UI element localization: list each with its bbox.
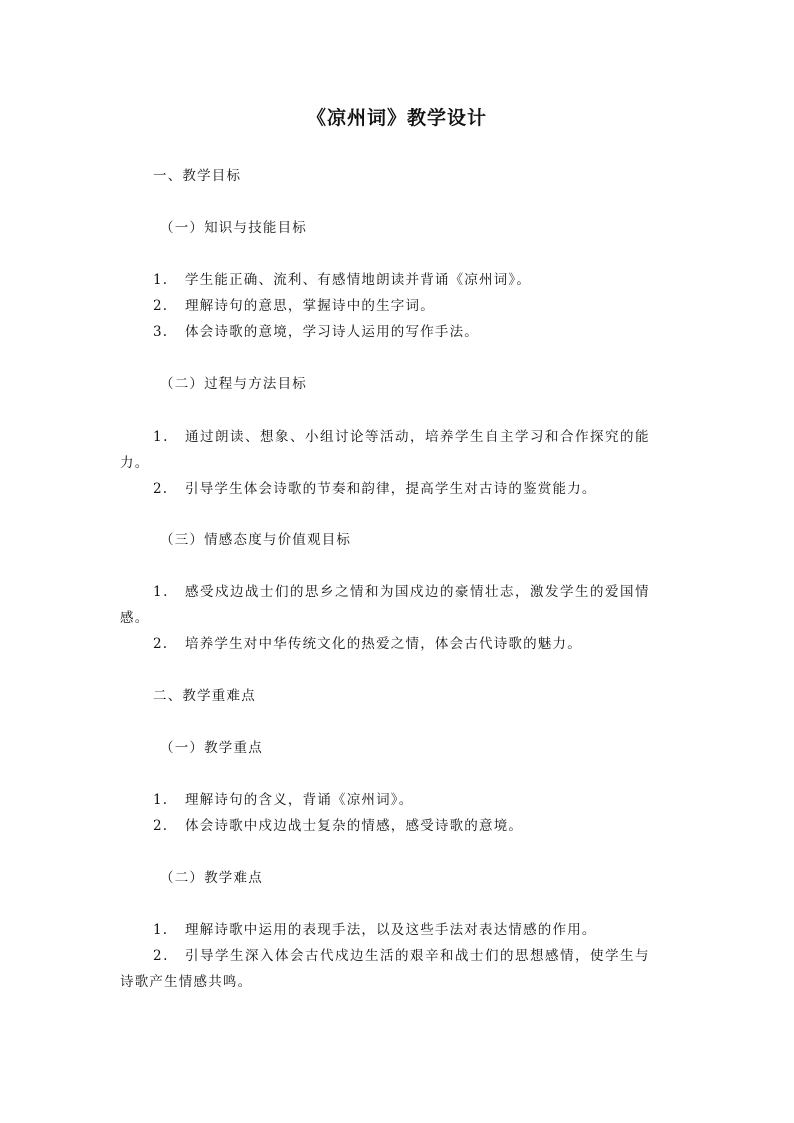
- list-item-text: 体会诗歌中戍边战士复杂的情感，感受诗歌的意境。: [185, 818, 524, 834]
- section-heading-key-difficult-points: 二、教学重难点: [153, 688, 256, 704]
- subsection-heading-process-method: （二）过程与方法目标: [160, 376, 307, 392]
- list-item-text: 引导学生体会诗歌的节奏和韵律，提高学生对古诗的鉴赏能力。: [185, 481, 597, 497]
- subsection-heading-knowledge-skills: （一）知识与技能目标: [160, 220, 307, 236]
- list-item-continuation: 力。: [120, 455, 150, 471]
- list-item: [153, 424, 683, 450]
- list-item: [153, 943, 683, 969]
- list-item-number: 1.: [153, 922, 169, 938]
- list-item-text: 通过朗读、想象、小组讨论等活动，培养学生自主学习和合作探究的能: [185, 429, 650, 445]
- list-item-number: 2.: [153, 481, 169, 497]
- list-item-number: 2.: [153, 818, 169, 834]
- list-item-number: 2.: [153, 948, 169, 964]
- list-item: [153, 813, 713, 839]
- list-item-number: 1.: [153, 584, 169, 600]
- list-item-text: 理解诗句的意思，掌握诗中的生字词。: [185, 298, 435, 314]
- list-item: [153, 631, 713, 657]
- list-item-number: 2.: [153, 298, 169, 314]
- list-item: [153, 267, 713, 293]
- list-item: [153, 319, 713, 345]
- list-item-text: 理解诗句的含义，背诵《凉州词》。: [185, 792, 414, 808]
- subsection-heading-difficult-points: （二）教学难点: [160, 870, 263, 886]
- list-item-text: 学生能正确、流利、有感情地朗读并背诵《凉州词》。: [185, 272, 532, 288]
- list-item-number: 3.: [153, 324, 169, 340]
- section-heading-objectives: 一、教学目标: [153, 168, 242, 184]
- document-title: 《凉州词》教学设计: [306, 107, 487, 129]
- list-item-number: 1.: [153, 429, 169, 445]
- list-item-text: 引导学生深入体会古代戍边生活的艰辛和战士们的思想感情，使学生与: [185, 948, 650, 964]
- list-item-number: 1.: [153, 792, 169, 808]
- subsection-heading-key-points: （一）教学重点: [160, 740, 263, 756]
- list-item-number: 2.: [153, 636, 169, 652]
- list-item-text: 理解诗歌中运用的表现手法，以及这些手法对表达情感的作用。: [185, 922, 597, 938]
- list-item-text: 感受戍边战士们的思乡之情和为国戍边的豪情壮志，激发学生的爱国情: [185, 584, 650, 600]
- list-item-text: 体会诗歌的意境，学习诗人运用的写作手法。: [185, 324, 479, 340]
- list-item: [153, 476, 713, 502]
- list-item-number: 1.: [153, 272, 169, 288]
- list-item: [153, 579, 683, 605]
- list-item: [153, 293, 713, 319]
- list-item: [153, 787, 713, 813]
- list-item-continuation: 诗歌产生情感共鸣。: [120, 974, 253, 990]
- list-item: [153, 917, 713, 943]
- list-item-text: 培养学生对中华传统文化的热爱之情，体会古代诗歌的魅力。: [185, 636, 582, 652]
- list-item-continuation: 感。: [120, 610, 150, 626]
- subsection-heading-emotion-values: （三）情感态度与价值观目标: [160, 532, 352, 548]
